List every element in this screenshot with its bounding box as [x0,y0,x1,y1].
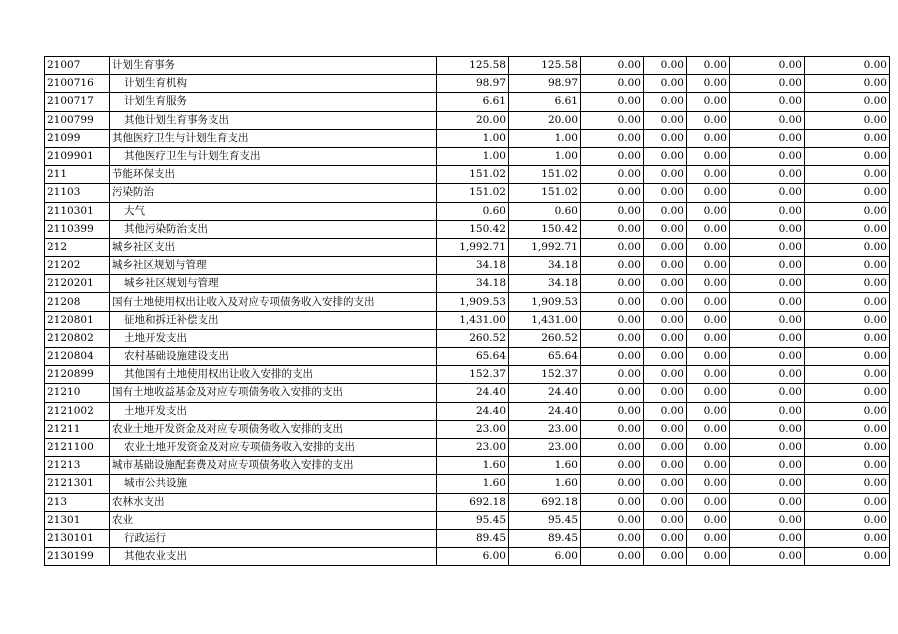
cell-amount: 0.00 [687,348,730,366]
cell-amount: 0.00 [687,202,730,220]
cell-amount: 6.00 [509,548,581,566]
table-row [45,511,890,529]
table-row [45,220,890,238]
cell-amount: 0.00 [687,438,730,456]
cell-name: 国有土地收益基金及对应专项债务收入安排的支出 [110,384,437,402]
cell-amount: 260.52 [437,329,509,347]
cell-code: 2100799 [45,111,110,129]
table-row [45,475,890,493]
cell-amount: 0.00 [730,238,805,256]
cell-amount: 0.00 [730,457,805,475]
cell-name: 计划生育服务 [110,93,437,111]
cell-amount: 0.60 [437,202,509,220]
cell-amount: 0.00 [644,475,687,493]
cell-amount: 0.00 [805,293,890,311]
cell-amount: 0.00 [805,511,890,529]
table-row [45,329,890,347]
cell-amount: 0.00 [687,147,730,165]
cell-code: 2110301 [45,202,110,220]
cell-amount: 150.42 [509,220,581,238]
cell-amount: 0.00 [581,293,644,311]
cell-amount: 0.00 [805,257,890,275]
cell-amount: 65.64 [509,348,581,366]
cell-amount: 0.00 [581,202,644,220]
budget-table [44,56,890,566]
cell-amount: 23.00 [437,420,509,438]
cell-amount: 125.58 [509,57,581,75]
cell-amount: 0.00 [687,457,730,475]
cell-amount: 0.00 [805,220,890,238]
cell-amount: 0.00 [805,420,890,438]
cell-amount: 0.00 [730,111,805,129]
cell-amount: 0.00 [644,202,687,220]
table-row [45,493,890,511]
cell-amount: 0.00 [730,293,805,311]
cell-amount: 0.00 [730,75,805,93]
table-row [45,238,890,256]
cell-amount: 0.00 [581,184,644,202]
cell-amount: 0.60 [509,202,581,220]
cell-amount: 0.00 [644,184,687,202]
cell-name: 计划生育事务 [110,57,437,75]
cell-code: 2130101 [45,529,110,547]
cell-amount: 0.00 [644,220,687,238]
cell-amount: 0.00 [730,129,805,147]
cell-amount: 1.00 [437,129,509,147]
cell-amount: 1.00 [437,147,509,165]
cell-amount: 0.00 [687,366,730,384]
cell-amount: 0.00 [644,511,687,529]
cell-name: 农业土地开发资金及对应专项债务收入安排的支出 [110,438,437,456]
cell-name: 其他医疗卫生与计划生育支出 [110,147,437,165]
cell-name: 土地开发支出 [110,329,437,347]
cell-amount: 0.00 [730,329,805,347]
cell-code: 2120899 [45,366,110,384]
cell-amount: 23.00 [509,420,581,438]
cell-code: 2121002 [45,402,110,420]
cell-amount: 0.00 [730,220,805,238]
cell-amount: 0.00 [687,111,730,129]
cell-amount: 0.00 [687,220,730,238]
cell-amount: 0.00 [730,93,805,111]
cell-amount: 95.45 [509,511,581,529]
cell-amount: 0.00 [644,402,687,420]
cell-amount: 0.00 [581,366,644,384]
cell-amount: 1,992.71 [509,238,581,256]
cell-amount: 1,909.53 [509,293,581,311]
cell-amount: 0.00 [687,384,730,402]
cell-amount: 260.52 [509,329,581,347]
cell-amount: 0.00 [730,311,805,329]
cell-amount: 152.37 [437,366,509,384]
cell-amount: 0.00 [805,202,890,220]
cell-amount: 0.00 [581,129,644,147]
cell-code: 21202 [45,257,110,275]
cell-code: 21211 [45,420,110,438]
cell-code: 21208 [45,293,110,311]
cell-amount: 0.00 [644,493,687,511]
cell-amount: 24.40 [437,384,509,402]
cell-amount: 0.00 [687,475,730,493]
table-row [45,202,890,220]
cell-amount: 151.02 [509,184,581,202]
cell-amount: 0.00 [805,438,890,456]
cell-amount: 0.00 [805,57,890,75]
cell-amount: 98.97 [437,75,509,93]
cell-amount: 0.00 [581,75,644,93]
cell-amount: 0.00 [687,402,730,420]
cell-amount: 0.00 [644,438,687,456]
cell-amount: 0.00 [805,402,890,420]
cell-amount: 125.58 [437,57,509,75]
cell-amount: 0.00 [644,548,687,566]
cell-amount: 1.60 [437,475,509,493]
cell-amount: 0.00 [730,147,805,165]
cell-amount: 89.45 [509,529,581,547]
cell-amount: 20.00 [509,111,581,129]
cell-amount: 34.18 [509,257,581,275]
table-row [45,147,890,165]
cell-amount: 23.00 [509,438,581,456]
cell-amount: 151.02 [509,166,581,184]
cell-amount: 34.18 [437,275,509,293]
cell-amount: 0.00 [644,238,687,256]
cell-amount: 0.00 [805,184,890,202]
cell-amount: 0.00 [581,493,644,511]
cell-amount: 98.97 [509,75,581,93]
cell-amount: 0.00 [805,384,890,402]
cell-amount: 0.00 [805,475,890,493]
cell-code: 211 [45,166,110,184]
cell-amount: 0.00 [687,529,730,547]
cell-name: 其他医疗卫生与计划生育支出 [110,129,437,147]
cell-name: 农业土地开发资金及对应专项债务收入安排的支出 [110,420,437,438]
cell-amount: 0.00 [644,275,687,293]
cell-amount: 0.00 [730,257,805,275]
cell-amount: 34.18 [509,275,581,293]
cell-amount: 20.00 [437,111,509,129]
cell-amount: 0.00 [687,57,730,75]
cell-name: 城市公共设施 [110,475,437,493]
cell-amount: 0.00 [730,275,805,293]
cell-name: 其他农业支出 [110,548,437,566]
table-row [45,529,890,547]
cell-amount: 0.00 [805,548,890,566]
table-row [45,184,890,202]
cell-amount: 151.02 [437,166,509,184]
cell-name: 农业 [110,511,437,529]
cell-amount: 0.00 [730,529,805,547]
cell-code: 2109901 [45,147,110,165]
cell-amount: 0.00 [687,75,730,93]
cell-amount: 0.00 [805,75,890,93]
cell-amount: 0.00 [687,511,730,529]
cell-amount: 0.00 [730,57,805,75]
cell-amount: 0.00 [644,75,687,93]
cell-amount: 1.60 [437,457,509,475]
cell-amount: 0.00 [687,275,730,293]
cell-amount: 6.61 [437,93,509,111]
cell-name: 农村基础设施建设支出 [110,348,437,366]
cell-amount: 0.00 [730,166,805,184]
cell-amount: 0.00 [805,529,890,547]
cell-name: 农林水支出 [110,493,437,511]
cell-amount: 0.00 [644,147,687,165]
cell-amount: 6.61 [509,93,581,111]
table-row [45,348,890,366]
cell-amount: 0.00 [730,384,805,402]
table-row [45,384,890,402]
table-row [45,111,890,129]
cell-amount: 89.45 [437,529,509,547]
cell-amount: 34.18 [437,257,509,275]
cell-amount: 1.00 [509,147,581,165]
cell-name: 其他国有土地使用权出让收入安排的支出 [110,366,437,384]
cell-amount: 0.00 [644,384,687,402]
cell-name: 其他污染防治支出 [110,220,437,238]
cell-amount: 0.00 [581,93,644,111]
cell-amount: 24.40 [437,402,509,420]
cell-amount: 0.00 [581,166,644,184]
cell-code: 2100717 [45,93,110,111]
cell-amount: 692.18 [437,493,509,511]
cell-amount: 0.00 [581,420,644,438]
cell-name: 国有土地使用权出让收入及对应专项债务收入安排的支出 [110,293,437,311]
cell-amount: 0.00 [730,366,805,384]
cell-amount: 0.00 [687,548,730,566]
cell-code: 2130199 [45,548,110,566]
cell-code: 2120802 [45,329,110,347]
cell-amount: 0.00 [805,93,890,111]
cell-amount: 1,431.00 [509,311,581,329]
cell-amount: 0.00 [644,366,687,384]
table-row [45,438,890,456]
cell-amount: 0.00 [581,275,644,293]
cell-code: 2110399 [45,220,110,238]
cell-amount: 1.00 [509,129,581,147]
cell-code: 212 [45,238,110,256]
cell-amount: 151.02 [437,184,509,202]
cell-amount: 0.00 [644,529,687,547]
cell-amount: 0.00 [805,348,890,366]
cell-amount: 0.00 [644,129,687,147]
table-row [45,129,890,147]
table-row [45,57,890,75]
cell-amount: 0.00 [730,511,805,529]
cell-amount: 0.00 [581,257,644,275]
cell-amount: 0.00 [581,511,644,529]
cell-code: 21007 [45,57,110,75]
cell-code: 21103 [45,184,110,202]
cell-amount: 6.00 [437,548,509,566]
cell-amount: 0.00 [581,438,644,456]
cell-amount: 24.40 [509,384,581,402]
cell-name: 计划生育机构 [110,75,437,93]
cell-amount: 0.00 [805,238,890,256]
cell-amount: 0.00 [730,438,805,456]
cell-code: 2120801 [45,311,110,329]
cell-amount: 0.00 [644,166,687,184]
cell-code: 2120804 [45,348,110,366]
table-row [45,548,890,566]
cell-amount: 0.00 [644,329,687,347]
cell-amount: 0.00 [687,493,730,511]
cell-amount: 0.00 [644,111,687,129]
cell-amount: 0.00 [687,166,730,184]
cell-amount: 0.00 [644,257,687,275]
cell-amount: 0.00 [687,93,730,111]
cell-amount: 0.00 [687,129,730,147]
cell-amount: 0.00 [581,475,644,493]
cell-amount: 23.00 [437,438,509,456]
cell-amount: 0.00 [581,457,644,475]
cell-amount: 95.45 [437,511,509,529]
table-row [45,75,890,93]
cell-amount: 0.00 [581,548,644,566]
table-row [45,420,890,438]
cell-amount: 0.00 [805,111,890,129]
cell-name: 城乡社区规划与管理 [110,257,437,275]
cell-amount: 152.37 [509,366,581,384]
table-row [45,93,890,111]
cell-name: 行政运行 [110,529,437,547]
cell-amount: 0.00 [687,293,730,311]
table-row [45,311,890,329]
cell-amount: 0.00 [730,202,805,220]
cell-name: 城乡社区支出 [110,238,437,256]
table-row [45,402,890,420]
cell-amount: 0.00 [730,548,805,566]
cell-name: 城市基础设施配套费及对应专项债务收入安排的支出 [110,457,437,475]
cell-code: 21213 [45,457,110,475]
cell-amount: 1,431.00 [437,311,509,329]
cell-amount: 1.60 [509,457,581,475]
cell-amount: 0.00 [581,147,644,165]
cell-amount: 65.64 [437,348,509,366]
cell-code: 213 [45,493,110,511]
cell-amount: 0.00 [644,348,687,366]
cell-code: 2121100 [45,438,110,456]
cell-amount: 0.00 [687,257,730,275]
cell-amount: 0.00 [687,238,730,256]
table-row [45,166,890,184]
cell-amount: 0.00 [687,184,730,202]
cell-amount: 0.00 [644,57,687,75]
cell-amount: 0.00 [805,311,890,329]
cell-amount: 0.00 [581,402,644,420]
cell-amount: 0.00 [581,384,644,402]
table-row [45,257,890,275]
cell-code: 21301 [45,511,110,529]
cell-amount: 0.00 [581,529,644,547]
table-body [45,57,890,566]
cell-amount: 0.00 [581,311,644,329]
cell-code: 21210 [45,384,110,402]
cell-amount: 0.00 [581,348,644,366]
cell-amount: 0.00 [805,457,890,475]
cell-amount: 0.00 [644,457,687,475]
cell-amount: 0.00 [805,329,890,347]
cell-amount: 1.60 [509,475,581,493]
cell-amount: 150.42 [437,220,509,238]
table-row [45,457,890,475]
cell-amount: 0.00 [805,129,890,147]
cell-amount: 1,909.53 [437,293,509,311]
cell-amount: 0.00 [687,329,730,347]
cell-amount: 0.00 [644,311,687,329]
cell-amount: 0.00 [581,111,644,129]
cell-code: 2100716 [45,75,110,93]
cell-amount: 0.00 [805,166,890,184]
cell-amount: 0.00 [581,329,644,347]
cell-name: 城乡社区规划与管理 [110,275,437,293]
table-row [45,366,890,384]
cell-code: 21099 [45,129,110,147]
cell-amount: 0.00 [687,420,730,438]
cell-amount: 0.00 [805,275,890,293]
cell-amount: 0.00 [644,420,687,438]
cell-amount: 0.00 [581,220,644,238]
cell-code: 2120201 [45,275,110,293]
cell-name: 大气 [110,202,437,220]
cell-amount: 0.00 [687,311,730,329]
cell-amount: 0.00 [730,493,805,511]
cell-amount: 0.00 [805,493,890,511]
cell-amount: 24.40 [509,402,581,420]
cell-amount: 1,992.71 [437,238,509,256]
cell-amount: 0.00 [730,348,805,366]
cell-amount: 0.00 [730,420,805,438]
table-row [45,293,890,311]
cell-amount: 0.00 [644,93,687,111]
cell-code: 2121301 [45,475,110,493]
cell-name: 污染防治 [110,184,437,202]
cell-name: 节能环保支出 [110,166,437,184]
cell-amount: 0.00 [730,184,805,202]
cell-name: 其他计划生育事务支出 [110,111,437,129]
cell-amount: 0.00 [805,147,890,165]
cell-amount: 0.00 [730,402,805,420]
cell-amount: 0.00 [644,293,687,311]
cell-amount: 692.18 [509,493,581,511]
cell-amount: 0.00 [730,475,805,493]
cell-amount: 0.00 [581,238,644,256]
cell-amount: 0.00 [581,57,644,75]
cell-amount: 0.00 [805,366,890,384]
table-row [45,275,890,293]
cell-name: 征地和拆迁补偿支出 [110,311,437,329]
cell-name: 土地开发支出 [110,402,437,420]
